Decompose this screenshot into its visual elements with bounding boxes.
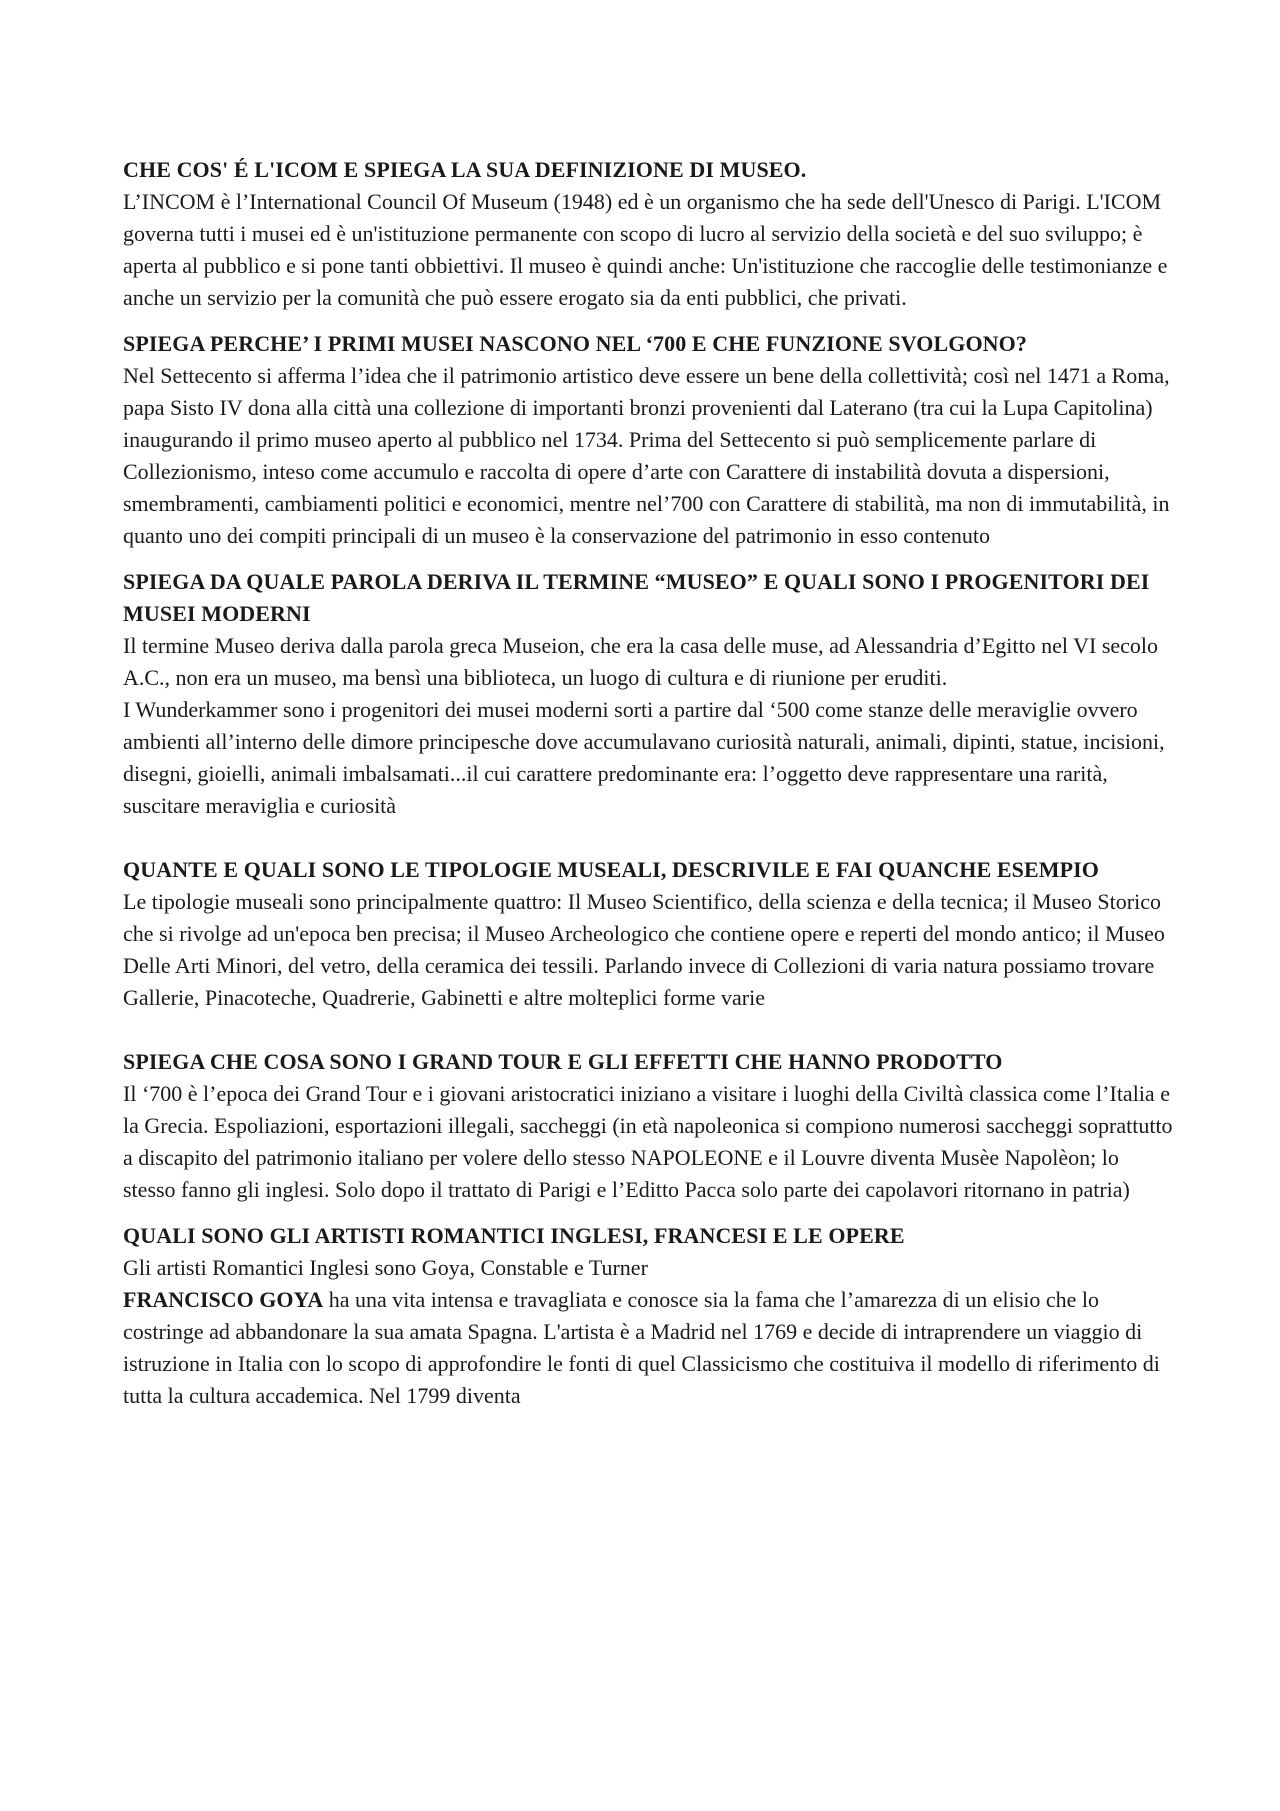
section-paragraph: L’INCOM è l’International Council Of Museum (1948) ed è un organismo che ha sede dell'Unesco di Parigi. L'ICOM governa tutti i musei ed è un'istituzione permanente con scopo di lucro al servizio della società e del suo sviluppo; è aperta al pubblico e si pone tanti obbiettivi. Il museo è quindi anche: Un'istituzione che raccoglie delle testimonianze e anche un servizio per la comunità che può essere erogato sia da enti pubblici, che privati. (123, 189, 1168, 310)
section-icom (123, 154, 1173, 314)
goya-text: ha una vita intensa e travagliata e conosce sia la fama che l’amarezza di un elisio che lo costringe ad abbandonare la sua amata Spagna. L'artista è a Madrid nel 1769 e decide di intraprendere un viaggio di istruzione in Italia con lo scopo di approfondire le fonti di quel Classicismo che costituiva il modello di riferimento di tutta la cultura accademica. Nel 1799 diventa (123, 1287, 1160, 1408)
section-paragraph: Il ‘700 è l’epoca dei Grand Tour e i giovani aristocratici iniziano a visitare i luoghi della Civiltà classica come l’Italia e la Grecia. Espoliazioni, esportazioni illegali, saccheggi (in età napoleonica si compiono numerosi saccheggi soprattutto a discapito del patrimonio italiano per volere dello stesso NAPOLEONE e il Louvre diventa Musèe Napolèon; lo stesso fanno gli inglesi. Solo dopo il trattato di Parigi e l’Editto Pacca solo parte dei capolavori ritornano in patria) (123, 1081, 1173, 1202)
section-paragraph: Gli artisti Romantici Inglesi sono Goya, Constable e Turner (123, 1255, 648, 1280)
section-heading: SPIEGA DA QUALE PAROLA DERIVA IL TERMINE “MUSEO” E QUALI SONO I PROGENITORI DEI MUSEI MODERNI (123, 569, 1150, 626)
section-paragraph: Le tipologie museali sono principalmente quattro: Il Museo Scientifico, della scienza e della tecnica; il Museo Storico che si rivolge ad un'epoca ben precisa; il Museo Archeologico che contiene opere e reperti del mondo antico; il Museo Delle Arti Minori, del vetro, della ceramica dei tessili. Parlando invece di Collezioni di varia natura possiamo trovare Gallerie, Pinacoteche, Quadrerie, Gabinetti e altre molteplici forme varie (123, 889, 1165, 1010)
section-termine-museo (123, 566, 1173, 822)
section-heading: QUALI SONO GLI ARTISTI ROMANTICI INGLESI, FRANCESI E LE OPERE (123, 1223, 905, 1248)
section-heading: SPIEGA CHE COSA SONO I GRAND TOUR E GLI EFFETTI CHE HANNO PRODOTTO (123, 1049, 1003, 1074)
section-heading: QUANTE E QUALI SONO LE TIPOLOGIE MUSEALI, DESCRIVILE E FAI QUANCHE ESEMPIO (123, 857, 1099, 882)
section-tipologie (123, 854, 1173, 1014)
section-heading: SPIEGA PERCHE’ I PRIMI MUSEI NASCONO NEL ‘700 E CHE FUNZIONE SVOLGONO? (123, 331, 1027, 356)
section-paragraph: Nel Settecento si afferma l’idea che il patrimonio artistico deve essere un bene della collettività; così nel 1471 a Roma, papa Sisto IV dona alla città una collezione di importanti bronzi provenienti dal Laterano (tra cui la Lupa Capitolina) inaugurando il primo museo aperto al pubblico nel 1734. Prima del Settecento si può semplicemente parlare di Collezionismo, inteso come accumulo e raccolta di opere d’arte con Carattere di instabilità dovuta a dispersioni, smembramenti, cambiamenti politici e economici, mentre nel’700 con Carattere di stabilità, ma non di immutabilità, in quanto uno dei compiti principali di un museo è la conservazione del patrimonio in esso contenuto (123, 363, 1170, 548)
artist-name-goya: FRANCISCO GOYA (123, 1287, 324, 1312)
document-page (123, 154, 1173, 1426)
section-paragraph: Il termine Museo deriva dalla parola greca Museion, che era la casa delle muse, ad Alessandria d’Egitto nel VI secolo A.C., non era un museo, ma bensì una biblioteca, un luogo di cultura e di riunione per eruditi. (123, 633, 1159, 690)
section-grand-tour (123, 1046, 1173, 1206)
section-paragraph: I Wunderkammer sono i progenitori dei musei moderni sorti a partire dal ‘500 come stanze delle meraviglie ovvero ambienti all’interno delle dimore principesche dove accumulavano curiosità naturali, animali, dipinti, statue, incisioni, disegni, gioielli, animali imbalsamati...il cui carattere predominante era: l’oggetto deve rappresentare una rarità, suscitare meraviglia e curiosità (123, 697, 1165, 818)
section-heading: CHE COS' É L'ICOM E SPIEGA LA SUA DEFINIZIONE DI MUSEO. (123, 157, 807, 182)
section-primi-musei (123, 328, 1173, 552)
section-artisti-romantici (123, 1220, 1173, 1412)
goya-paragraph (123, 1284, 1173, 1412)
